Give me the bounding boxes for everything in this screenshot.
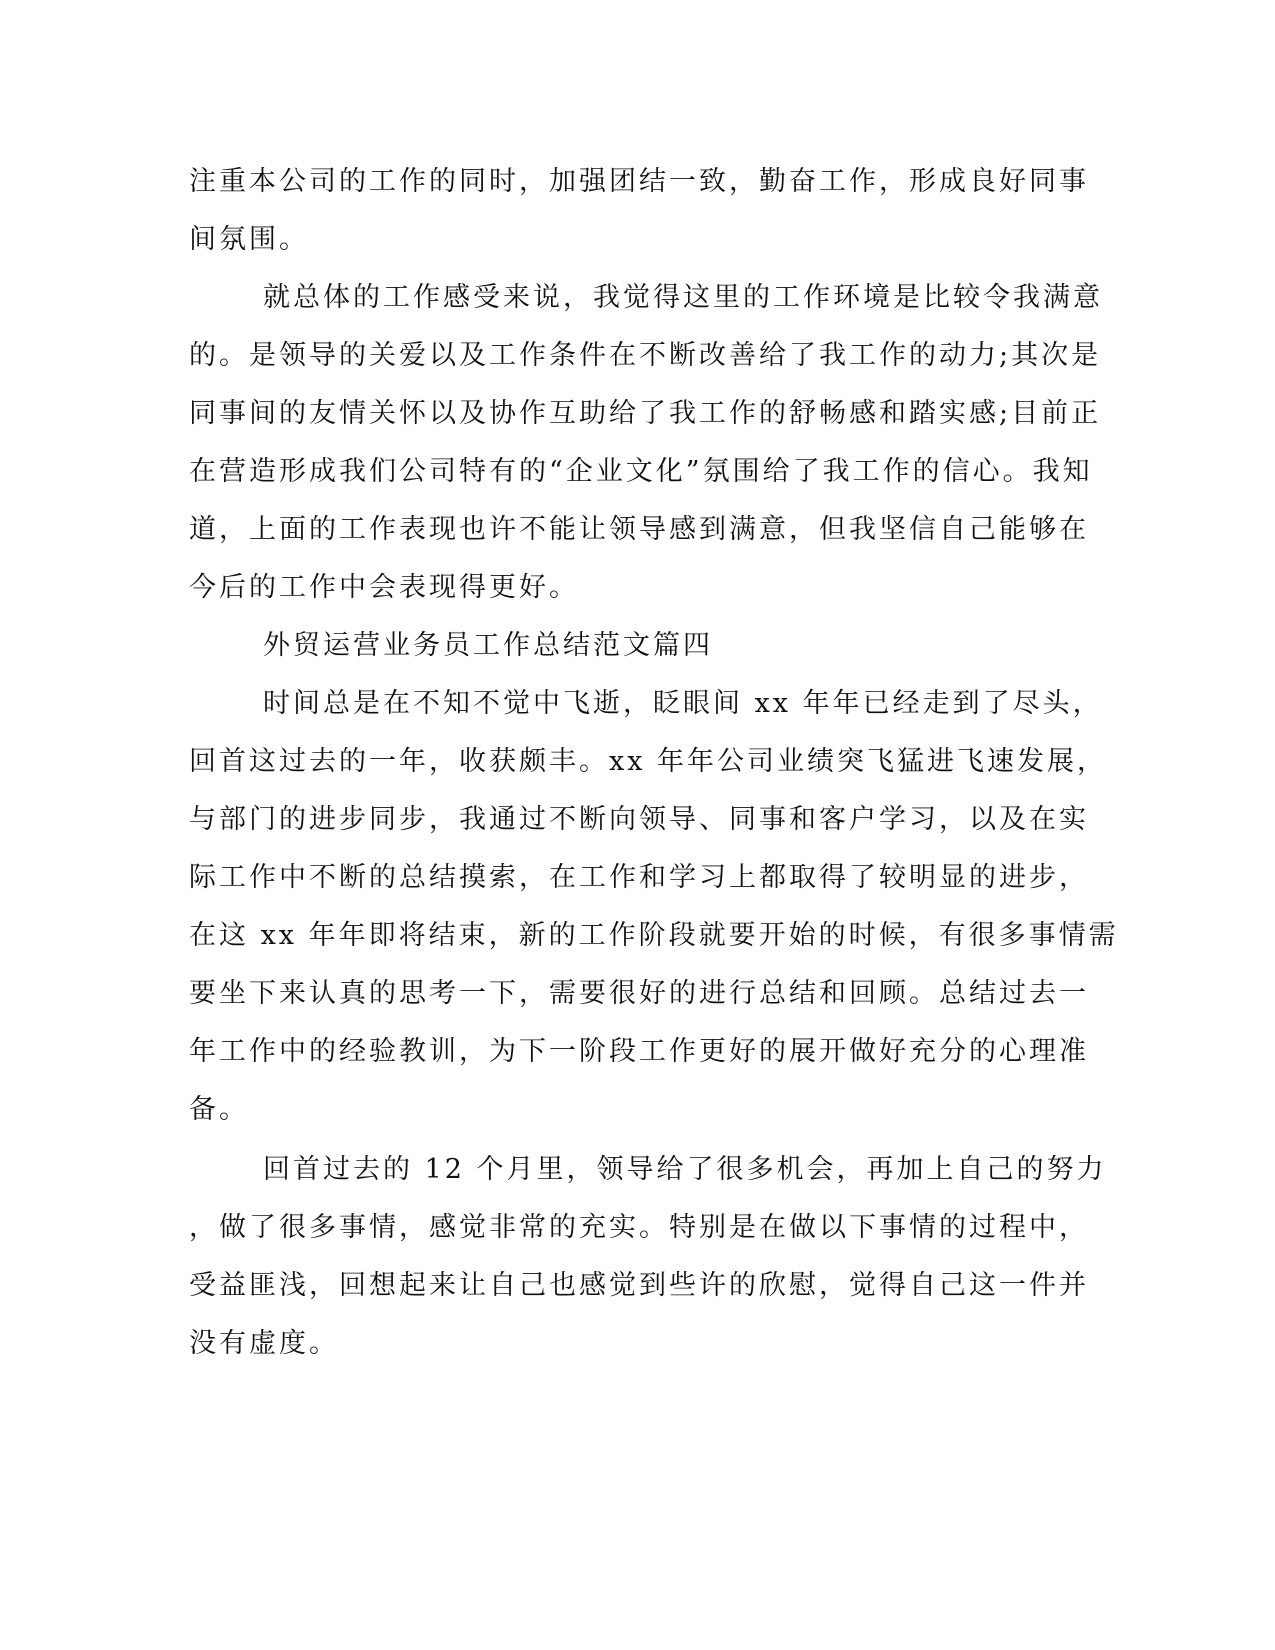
text-line: 备。 (189, 1094, 249, 1125)
text-line: ，做了很多事情，感觉非常的充实。特别是在做以下事情的过程中， (189, 1212, 1089, 1243)
text-line: 没有虚度。 (189, 1328, 339, 1359)
text-line: 同事间的友情关怀以及协作互助给了我工作的舒畅感和踏实感;目前正 (189, 398, 1102, 429)
text-line: 际工作中不断的总结摸索，在工作和学习上都取得了较明显的进步， (189, 862, 1089, 893)
text-line: 在这 xx 年年即将结束，新的工作阶段就要开始的时候，有很多事情需 (189, 920, 1119, 951)
text-line: 的。是领导的关爱以及工作条件在不断改善给了我工作的动力;其次是 (189, 340, 1102, 371)
paragraph-first-line: 回首过去的 12 个月里，领导给了很多机会，再加上自己的努力 (263, 1154, 1107, 1185)
text-line: 要坐下来认真的思考一下，需要很好的进行总结和回顾。总结过去一 (189, 978, 1089, 1009)
text-line: 年工作中的经验教训，为下一阶段工作更好的展开做好充分的心理准 (189, 1036, 1089, 1067)
text-line: 与部门的进步同步，我通过不断向领导、同事和客户学习，以及在实 (189, 804, 1089, 835)
text-line: 回首这过去的一年，收获颇丰。xx 年年公司业绩突飞猛进飞速发展， (189, 746, 1108, 777)
text-line: 在营造形成我们公司特有的“企业文化”氛围给了我工作的信心。我知 (189, 456, 1093, 487)
section-heading: 外贸运营业务员工作总结范文篇四 (263, 630, 713, 661)
text-line: 间氛围。 (189, 224, 309, 255)
paragraph-first-line: 就总体的工作感受来说，我觉得这里的工作环境是比较令我满意 (263, 282, 1103, 313)
text-line: 今后的工作中会表现得更好。 (189, 572, 579, 603)
text-line: 道，上面的工作表现也许不能让领导感到满意，但我坚信自己能够在 (189, 514, 1089, 545)
text-line: 注重本公司的工作的同时，加强团结一致，勤奋工作，形成良好同事 (189, 166, 1089, 197)
text-line: 受益匪浅，回想起来让自己也感觉到些许的欣慰，觉得自己这一件并 (189, 1270, 1089, 1301)
paragraph-first-line: 时间总是在不知不觉中飞逝，眨眼间 xx 年年已经走到了尽头， (263, 688, 1103, 719)
